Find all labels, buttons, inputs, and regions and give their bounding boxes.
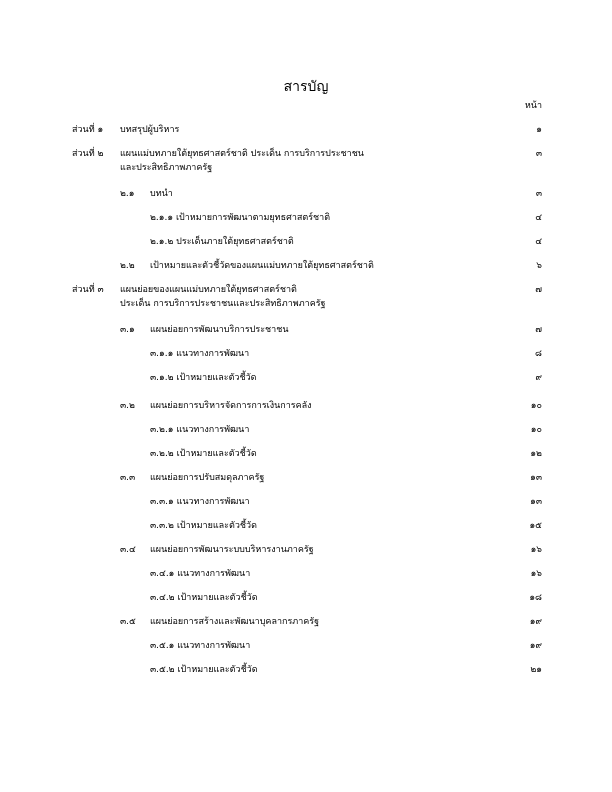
toc-entry-text: ๓.๑.๒ เป้าหมายและตัวชี้วัด [150,373,257,383]
toc-entry-page-number: ๑๓ [530,497,542,507]
toc-entry-page-number: ๓ [535,189,542,199]
toc-entry-page-number: ๑๕ [529,521,542,531]
toc-entry [0,370,612,386]
toc-entry-page-number: ๒๑ [530,665,542,675]
toc-entry-text: แผนย่อยการสร้างและพัฒนาบุคลากรภาครัฐ [150,617,320,627]
toc-entry [0,470,612,486]
toc-entry-page-number: ๔ [535,237,542,247]
toc-entry-page-number: ๙ [535,373,542,383]
toc-entry-text: ๓.๑.๑ แนวทางการพัฒนา [150,349,250,359]
toc-entry-text: ๓.๕.๑ แนวทางการพัฒนา [150,641,251,651]
toc-entry [0,282,612,314]
toc-entry [0,566,612,582]
toc-entry [0,258,612,274]
toc-entry-page-number: ๑ [536,125,542,135]
toc-entry-label: ๒.๑ [120,189,135,199]
page-column-header: หน้า [524,101,542,111]
toc-entry-text: ๓.๕.๒ เป้าหมายและตัวชี้วัด [150,665,258,675]
toc-entry-text: บทสรุปผู้บริหาร [120,125,180,135]
toc-entry [0,638,612,654]
toc-entry [0,494,612,510]
toc-entry [0,346,612,362]
toc-entry-page-number: ๓ [535,149,542,159]
toc-entry [0,422,612,438]
toc-entry-label: ๒.๒ [120,261,135,271]
toc-entry-text: ๓.๓.๒ เป้าหมายและตัวชี้วัด [150,521,257,531]
toc-entry-text: ๒.๑.๑ เป้าหมายการพัฒนาตามยุทธศาสตร์ชาติ [150,213,331,223]
toc-entry-page-number: ๑๘ [529,593,542,603]
toc-entry-text: ๓.๔.๒ เป้าหมายและตัวชี้วัด [150,593,258,603]
toc-entry-text: แผนย่อยการปรับสมดุลภาครัฐ [150,473,265,483]
toc-entry-label: ๓.๕ [120,617,136,627]
toc-entry-label: ส่วนที่ ๒ [72,149,104,159]
toc-entry-page-number: ๑๖ [530,545,542,555]
toc-entry [0,446,612,462]
toc-entry-label: ส่วนที่ ๓ [72,285,104,295]
toc-entry [0,518,612,534]
toc-entry [0,542,612,558]
toc-entry-label: ส่วนที่ ๑ [72,125,104,135]
toc-entry-text: ๒.๑.๒ ประเด็นภายใต้ยุทธศาสตร์ชาติ [150,237,294,247]
toc-entry-page-number: ๑๓ [530,473,542,483]
toc-entry-text: แผนแม่บทภายใต้ยุทธศาสตร์ชาติ ประเด็น การบริการประชาชน [120,149,364,159]
toc-entry-text: ๓.๒.๒ เป้าหมายและตัวชี้วัด [150,449,257,459]
toc-entry-text: ๓.๓.๑ แนวทางการพัฒนา [150,497,250,507]
toc-entry [0,398,612,414]
toc-entry-page-number: ๔ [535,213,542,223]
toc-entry-page-number: ๖ [536,261,542,271]
toc-entry [0,662,612,678]
toc-entry-text-continuation: ประเด็น การบริการประชาชนและประสิทธิภาพภาครัฐ [120,299,326,309]
toc-entry-page-number: ๑๙ [529,617,542,627]
toc-entry-text: เป้าหมายและตัวชี้วัดของแผนแม่บทภายใต้ยุทธศาสตร์ชาติ [150,261,374,271]
toc-entry-label: ๓.๔ [120,545,136,555]
toc-entry-text: ๓.๔.๑ แนวทางการพัฒนา [150,569,251,579]
toc-entry-label: ๓.๓ [120,473,136,483]
toc-entry [0,614,612,630]
toc-entry-text: บทนำ [150,189,173,199]
toc-entry-label: ๓.๑ [120,325,135,335]
toc-entry [0,146,612,178]
toc-entry-page-number: ๗ [535,285,542,295]
toc-entry-text: แผนย่อยการบริหารจัดการการเงินการคลัง [150,401,312,411]
toc-entry-page-number: ๘ [535,349,542,359]
toc-entry-page-number: ๗ [535,325,542,335]
toc-entry-page-number: ๑๙ [529,641,542,651]
toc-entry [0,210,612,226]
toc-entry-text: แผนย่อยการพัฒนาบริการประชาชน [150,325,289,335]
toc-entry-page-number: ๑๐ [530,425,542,435]
toc-entry [0,122,612,138]
toc-entry [0,590,612,606]
toc-entry [0,186,612,202]
toc-entry-page-number: ๑๐ [530,401,542,411]
toc-entry [0,322,612,338]
toc-entry-text: แผนย่อยของแผนแม่บทภายใต้ยุทธศาสตร์ชาติ [120,285,297,295]
toc-entry-page-number: ๑๒ [530,449,542,459]
page-title: สารบัญ [283,79,329,95]
toc-entry-text-continuation: และประสิทธิภาพภาครัฐ [120,163,213,173]
toc-entry-label: ๓.๒ [120,401,135,411]
toc-entry-page-number: ๑๖ [530,569,542,579]
toc-entry [0,234,612,250]
toc-entry-text: ๓.๒.๑ แนวทางการพัฒนา [150,425,250,435]
toc-entry-text: แผนย่อยการพัฒนาระบบบริหารงานภาครัฐ [150,545,314,555]
